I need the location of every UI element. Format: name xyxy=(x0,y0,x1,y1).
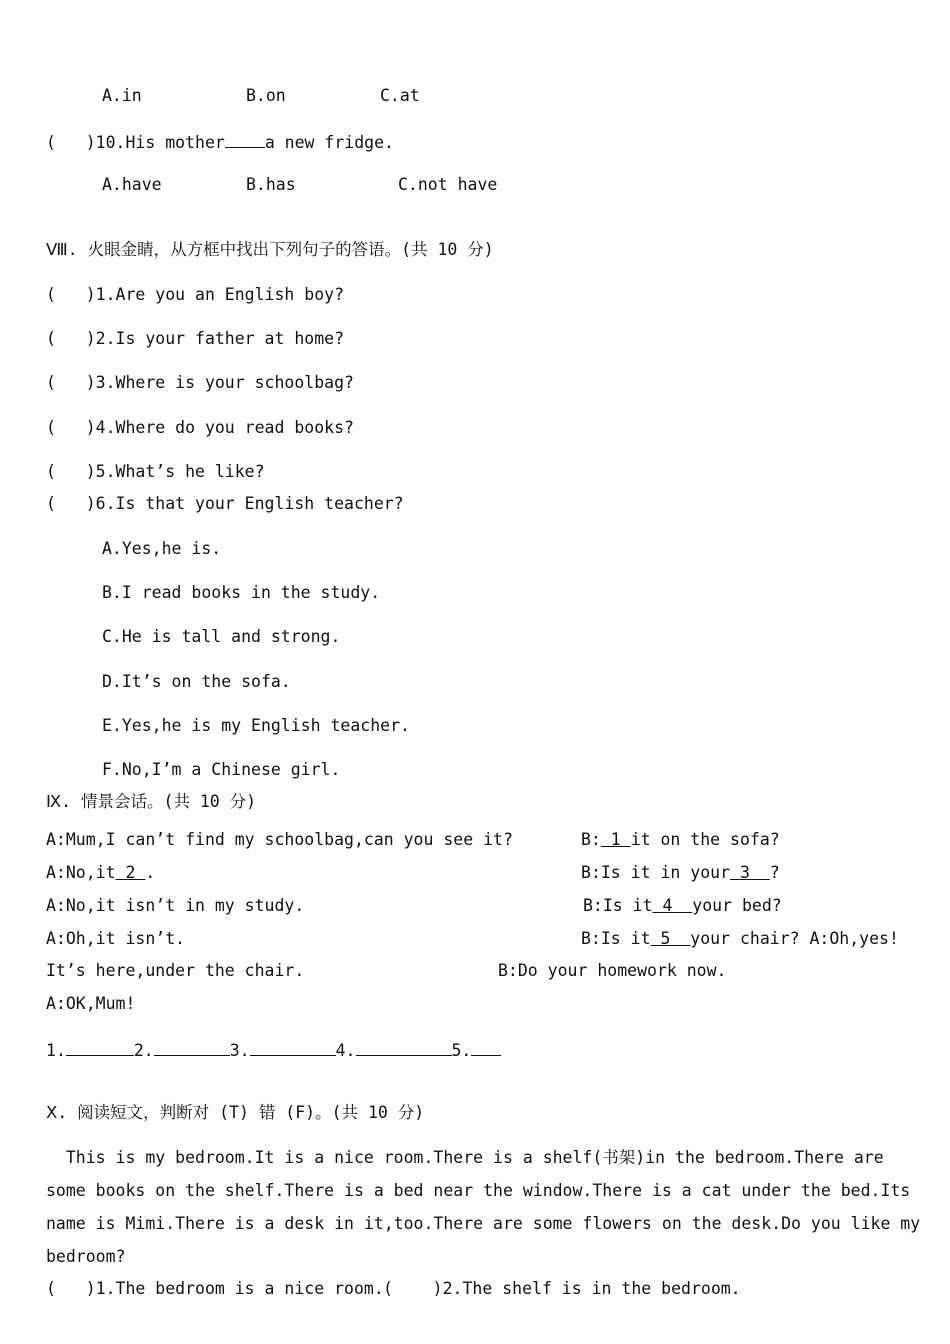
fill-blank[interactable] xyxy=(225,131,265,148)
passage-line: This is my bedroom.It is a nice room.There is a shelf(书架)in the bedroom.There are xyxy=(46,1148,884,1167)
dialogue-blank: 2 xyxy=(115,863,146,882)
question-item: ( )1.Are you an English boy? xyxy=(46,285,345,304)
answer-choice: A.Yes,he is. xyxy=(102,539,222,558)
answer-paren: ( ) xyxy=(46,133,96,152)
question-item: ( )6.Is that your English teacher? xyxy=(46,494,404,513)
dialogue-line: A:Oh,it isn’t. xyxy=(46,929,186,948)
answer-blank[interactable] xyxy=(154,1039,230,1056)
answer-choice: E.Yes,he is my English teacher. xyxy=(102,716,410,735)
option-a: A.have xyxy=(102,175,162,194)
section-9-title: Ⅸ. 情景会话。(共 10 分) xyxy=(46,792,257,811)
judgement-item: ( )2.The shelf is in the bedroom. xyxy=(383,1279,741,1298)
question-text: a new fridge. xyxy=(264,133,394,152)
option-b: B.has xyxy=(246,175,296,194)
dialogue-line: B:Do your homework now. xyxy=(498,961,727,980)
dialogue-blank: 3 xyxy=(730,863,770,882)
dialogue-line: B:Is it in your 3 ? xyxy=(581,863,780,882)
dialogue-line: A:No,it isn’t in my study. xyxy=(46,896,305,915)
dialogue-line: A:Mum,I can’t find my schoolbag,can you see it? xyxy=(46,830,513,849)
answer-choice: B.I read books in the study. xyxy=(102,583,381,602)
dialogue-line: B:Is it 4 your bed? xyxy=(583,896,782,915)
answer-blank[interactable] xyxy=(66,1039,134,1056)
option-a: A.in xyxy=(102,86,142,105)
section-10-title: Ⅹ. 阅读短文，判断对 (T) 错 (F)。(共 10 分) xyxy=(46,1103,425,1122)
dialogue-blank: 4 xyxy=(652,896,693,915)
passage-line: name is Mimi.There is a desk in it,too.There are some flowers on the desk.Do you like my xyxy=(46,1214,921,1233)
dialogue-blank: 5 xyxy=(650,929,691,948)
passage-line: bedroom? xyxy=(46,1247,126,1266)
judgement-item: ( )1.The bedroom is a nice room. xyxy=(46,1279,384,1298)
option-b: B.on xyxy=(246,86,286,105)
option-c: C.at xyxy=(380,86,420,105)
dialogue-line: B:Is it 5 your chair? A:Oh,yes! xyxy=(581,929,899,948)
dialogue-line: A:No,it 2 . xyxy=(46,863,156,882)
dialogue-line: A:OK,Mum! xyxy=(46,994,136,1013)
answer-blank[interactable] xyxy=(356,1039,452,1056)
question-item: ( )4.Where do you read books? xyxy=(46,418,354,437)
answer-choice: D.It’s on the sofa. xyxy=(102,672,291,691)
question-text: 10.His mother xyxy=(95,133,225,152)
question-item: ( )2.Is your father at home? xyxy=(46,329,345,348)
section-8-title: Ⅷ. 火眼金睛，从方框中找出下列句子的答语。(共 10 分) xyxy=(46,240,494,259)
answer-choice: C.He is tall and strong. xyxy=(102,627,341,646)
dialogue-line: It’s here,under the chair. xyxy=(46,961,305,980)
dialogue-blank: 1 xyxy=(600,830,631,849)
answer-blanks-row: 1. 2. 3. 4. 5. xyxy=(46,1039,501,1061)
answer-blank[interactable] xyxy=(471,1039,501,1056)
answer-choice: F.No,I’m a Chinese girl. xyxy=(102,760,341,779)
passage-line: some books on the shelf.There is a bed near the window.There is a cat under the bed.Its xyxy=(46,1181,911,1200)
answer-blank[interactable] xyxy=(250,1039,336,1056)
dialogue-line: B: 1 it on the sofa? xyxy=(581,830,780,849)
question-item: ( )3.Where is your schoolbag? xyxy=(46,373,354,392)
option-c: C.not have xyxy=(398,175,498,194)
question-item: ( )5.What’s he like? xyxy=(46,462,265,481)
question-10 xyxy=(46,131,394,153)
